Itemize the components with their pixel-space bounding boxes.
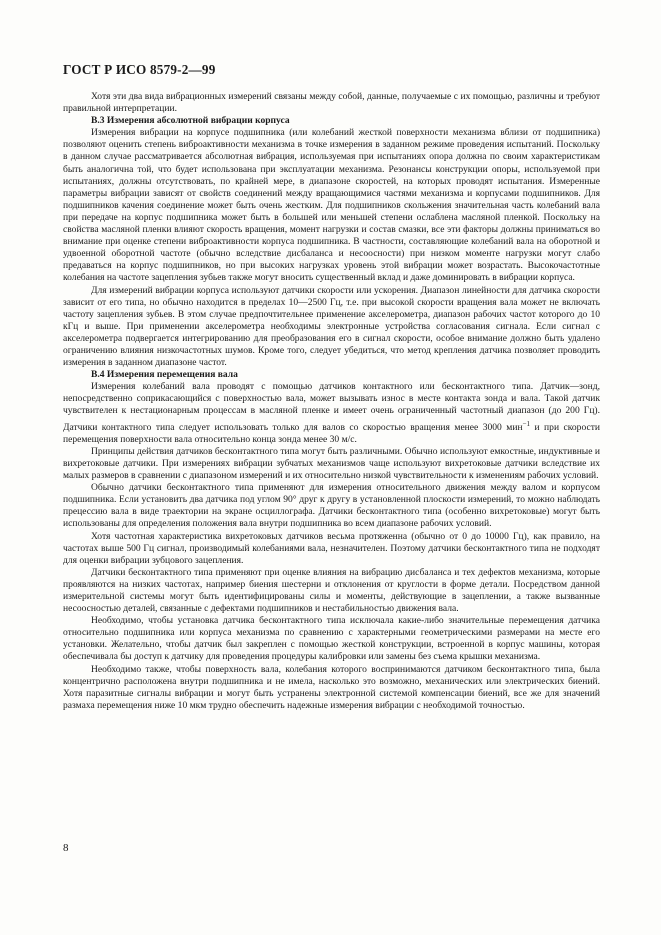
section-b3-heading: В.3 Измерения абсолютной вибрации корпуса	[91, 115, 290, 127]
section-b4-paragraph-6: Необходимо, чтобы установка датчика бесконтактного типа исключала какие-либо значительные перемещения датчика относительно подшипника или корпуса механизма по сравнению с характерными геометрическими размерами на месте его установки. Желательно, чтобы датчик был закреплен с помощью жесткой конструкции, встроенной в корпус машины, которая обеспечивала бы доступ к датчику для проведения процедуры калибровки или замены без съема крышки механизма.	[63, 615, 600, 663]
section-b3-paragraph-2: Для измерений вибрации корпуса используют датчики скорости или ускорения. Диапазон линейности для датчика скорости зависит от его типа, но обычно находится в пределах 10—2500 Гц, т.е. при высокой скорости вращения вала может не включать частоту зацепления зубьев. В этом случае предпочтительнее применение акселерометра, диапазон рабочих частот которого до 10 кГц и выше. При применении акселерометра необходимы электронные устройства согласования сигнала. Если сигнал с акселерометра подвергается интегрированию для преобразования его в сигнал скорости, особое внимание должно быть удалено ограничению влияния низкочастотных шумов. Кроме того, следует убедиться, что метод крепления датчика позволяет проводить измерения в заданном диапазоне частот.	[63, 284, 600, 369]
section-b4-heading: В.4 Измерения перемещения вала	[91, 369, 238, 381]
section-b4-paragraph-7: Необходимо также, чтобы поверхность вала, колебания которого воспринимаются датчиком бесконтактного типа, была концентрично расположена внутри подшипника и не имела, насколько это возможно, механических или электрических биений. Хотя паразитные сигналы вибрации и могут быть устранены электронной системой компенсации биений, все же для значений размаха перемещения ниже 10 мкм трудно обеспечить надежные измерения вибрации с необходимой точностью.	[63, 663, 600, 711]
section-b4-paragraph-5: Датчики бесконтактного типа применяют при оценке влияния на вибрацию дисбаланса и тех дефектов механизма, которые проявляются на низких частотах, например биения шестерни и отклонения от круглости в форме детали. Посредством данной измерительной системы могут быть идентифицированы силы и моменты, действующие в зацеплении, а также вызванные несоосностью деталей, связанные с дефектами подшипников и нестабильностью движения вала.	[63, 566, 600, 615]
section-b3-paragraph-1: Измерения вибрации на корпусе подшипника (или колебаний жесткой поверхности механизма вблизи от подшипника) позволяют оценить степень виброактивности механизма в точке измерения в заданном режиме проведения испытаний. Поскольку в данном случае рассматривается абсолютная вибрация, используемая при испытаниях опора должна по своим характеристикам быть аналогична той, что будет использована при эксплуатации механизма. Резонансы конструкции опоры, используемой при испытаниях, должны отсутствовать, по крайней мере, в диапазоне скоростей, на которых проводят испытания. Измеренные параметры вибрации зависят от свойств соединений между вращающимися частями механизма и корпусами подшипников. Для подшипников качения соединение может быть очень жестким. Для подшипников скольжения значительная часть колебаний вала при передаче на корпус подшипника может быть в большей или меньшей степени ослаблена масляной пленкой. Поскольку на свойства масляной пленки влияют скорость вращения, момент нагрузки и состав смазки, все эти факторы должны приниматься во внимание при оценке степени виброактивности корпуса подшипника. В частности, составляющие колебаний вала на оборотной и удвоенной оборотной частоте (обычно вследствие дисбаланса и несоосности) при низком моменте нагрузки могут слабо предаваться на корпус подшипников, но при высоких нагрузках уровень этой вибрации может возрастать. Высокочастотные колебания на частоте зацепления зубьев также могут вносить существенный вклад и даже доминировать в вибрации корпуса.	[63, 127, 600, 284]
paragraph-text-part: Измерения колебаний вала проводят с помощью датчиков контактного или бесконтактного типа. Датчик—зонд, непосредственно соприкасающийся с поверхностью вала, может вызывать износ в месте контакта зонда и вала. Такой датчик чувствителен к нестационарным процессам в масляной пленке и имеет очень ограниченный частотный диапазон (до 200 Гц). Датчики контактного типа следует использовать только для валов со скоростью вращения менее 3000 мин	[63, 381, 600, 433]
paragraph-text-part: и при скорости перемещения поверхности вала относительно конца зонда менее 30 м/с.	[63, 421, 600, 445]
section-b4-paragraph-3: Обычно датчики бесконтактного типа применяют для измерения относительного движения между валом и корпусом подшипника. Если установить два датчика под углом 90° друг к другу в установленной плоскости измерений, то можно наблюдать прецессию вала в виде траектории на экране осциллографа. Датчики бесконтактного типа (особенно вихретоковые) могут быть использованы для определения положения вала внутри подшипника во всем диапазоне рабочих условий.	[63, 482, 600, 530]
intro-paragraph: Хотя эти два вида вибрационных измерений связаны между собой, данные, получаемые с их помощью, различны и требуют правильной интерпретации.	[63, 91, 600, 115]
document-header: ГОСТ Р ИСО 8579-2—99	[63, 62, 216, 77]
section-b4-paragraph-1	[63, 381, 600, 446]
section-b4-paragraph-4: Хотя частотная характеристика вихретоковых датчиков весьма протяженна (обычно от 0 до 10000 Гц), как правило, на частотах выше 500 Гц сигнал, производимый колебаниями вала, незначителен. Поэтому датчики бесконтактного типа не подходят для оценки вибрации зубцового зацепления.	[63, 530, 600, 566]
section-b4-paragraph-2: Принципы действия датчиков бесконтактного типа могут быть различными. Обычно используют емкостные, индуктивные и вихретоковые датчики. При измерениях вибрации зубчатых механизмов чаще используют вихретоковые датчики вследствие их малых размеров в сравнении с диапазоном измерений и их относительно низкой чувствительности к изменениям рабочих условий.	[63, 445, 600, 482]
page-number: 8	[63, 842, 69, 854]
superscript-exponent: −1	[522, 419, 531, 428]
document-body	[63, 91, 600, 712]
